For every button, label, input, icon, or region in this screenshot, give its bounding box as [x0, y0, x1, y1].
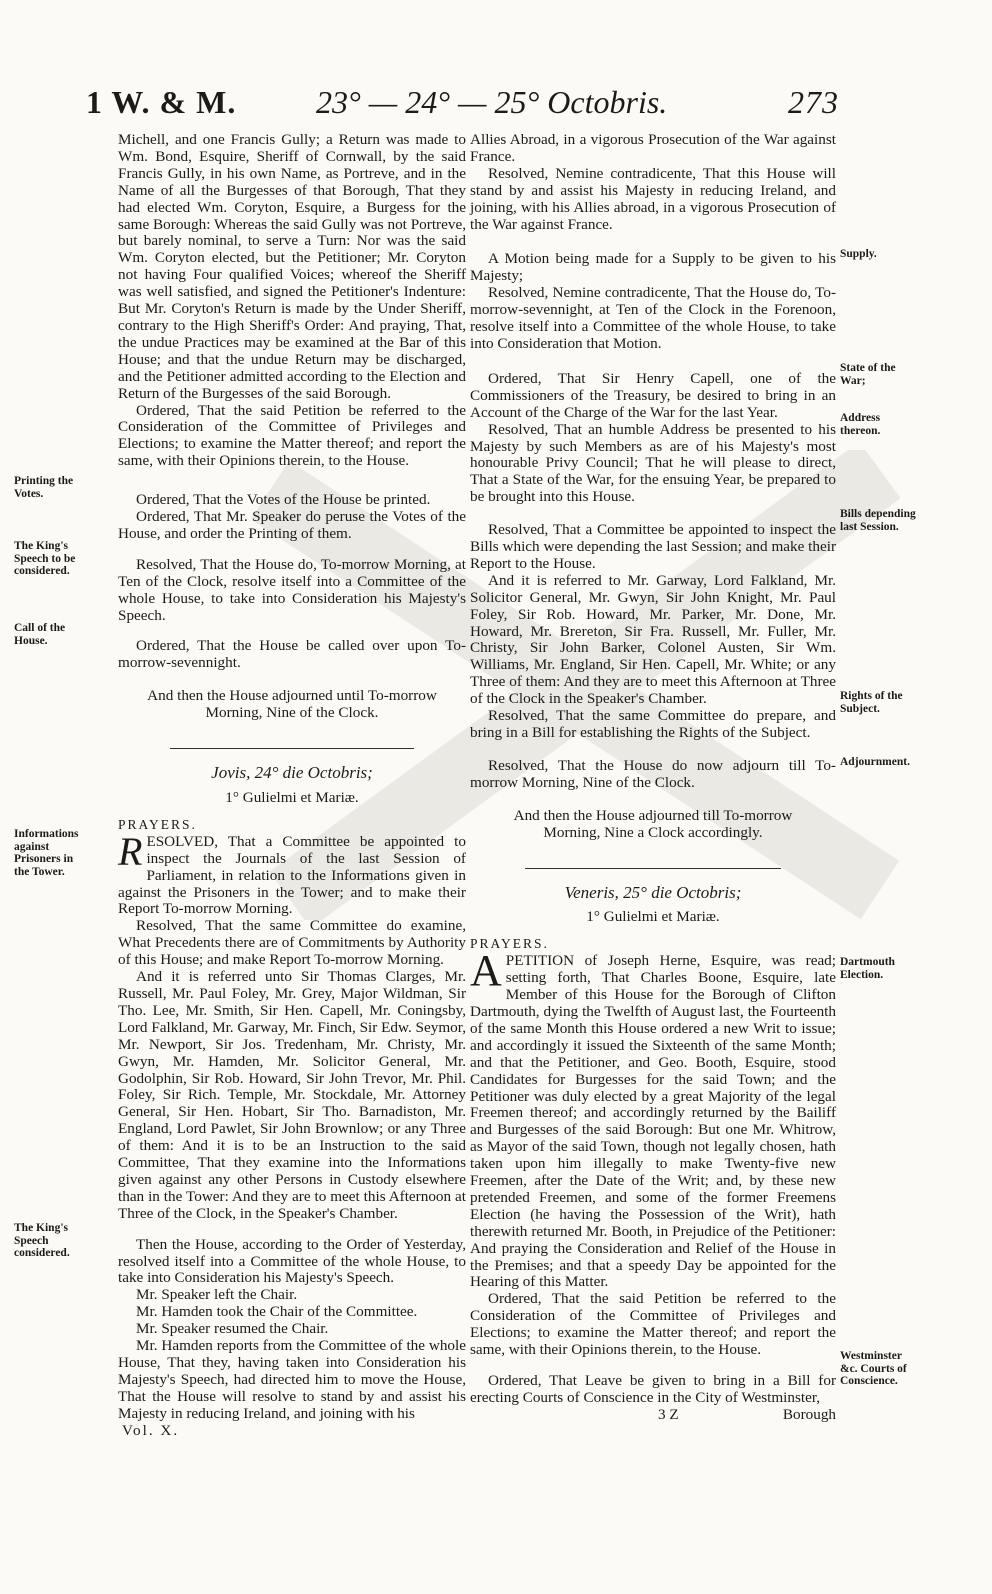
signature-line [470, 1407, 836, 1424]
paragraph: Then the House, according to the Order of Yesterday, resolved itself into a Committee of the whole House, to take into Consideration his Majesty's Speech. [118, 1235, 466, 1287]
paragraph: Ordered, That Mr. Speaker do peruse the Votes of the House, and order the Printing of them. [118, 508, 466, 542]
regnal-subheading: 1° Gulielmi et Mariæ. [586, 908, 720, 926]
margin-note-kings-speech-considered: The King's Speech considered. [14, 1222, 70, 1259]
header-dates: 23° — 24° — 25° Octobris. [316, 84, 668, 120]
paragraph: Resolved, That the same Committee do examine, What Precedents there are of Commitments by Authority of this House; and make Report To-morrow Morning. [118, 917, 466, 969]
margin-note-call-house: Call of the House. [14, 622, 66, 647]
paragraph: And it is referred unto Sir Thomas Clarges, Mr. Russell, Mr. Paul Foley, Mr. Grey, Major Wildman, Sir Tho. Lee, Mr. Smith, Sir Hen. Capell, Mr. Coningsby, Lord Falkland, Mr. Garway, Mr. Finch, Sir Edw. Seymor, Mr. Newport, Sir Jos. Tredenham, Mr. Christy, Mr. Gwyn, Mr. Hamden, Mr. Solicitor General, Mr. Godolphin, Sir Rob. Howard, Sir John Trevor, Mr. Phil. Foley, Sir Rich. Temple, Mr. Stockdale, Mr. Attorney General, Sir Hen. Hobart, Sir Tho. Barnadiston, Mr. England, Lord Pawlet, Sir John Brownlow; or any Three of them: And it is to be an Instruction to the said Committee, That they examine into the Informations given against any other Persons in Custody elsewhere than in the Tower: And they are to meet this Afternoon at Three of the Clock, in the Speaker's Chamber. [118, 968, 466, 1222]
paragraph: And it is referred to Mr. Garway, Lord Falkland, Mr. Solicitor General, Mr. Gwyn, Sir John Knight, Mr. Paul Foley, Sir Rob. Howard, Mr. Parker, Mr. Done, Mr. Howard, Mr. Brereton, Sir Fra. Russell, Mr. Fuller, Mr. Christy, Sir John Barker, Colonel Austen, Sir Wm. Williams, Mr. England, Sir Hen. Capell, Mr. White; or any Three of them: And they are to meet this Afternoon at Three of the Clock in the Speaker's Chamber. [470, 571, 836, 708]
page-number: 273 [788, 84, 839, 120]
margin-note-state-war: State of the War; [840, 362, 896, 387]
paragraph: Ordered, That the said Petition be referred to the Consideration of the Committee of Privileges and Elections; to examine the Matter thereof; and report the same, with their Opinions therein, to the House. [470, 1290, 836, 1359]
margin-note-supply: Supply. [840, 248, 877, 260]
margin-note-dartmouth: Dartmouth Election. [840, 956, 895, 981]
left-column [118, 132, 466, 1440]
paragraph: Mr. Hamden took the Chair of the Committee. [136, 1303, 418, 1321]
margin-note-adjournment: Adjournment. [840, 756, 910, 768]
gathering-signature: 3 Z [658, 1405, 679, 1423]
prayers-label: PRAYERS. [118, 816, 197, 832]
paragraph: Resolved, Nemine contradicente, That the House do, To-morrow-sevennight, at Ten of the Clock in the Forenoon, resolve itself into a Committee of the whole House, to take into Consideration that Motion. [470, 284, 836, 352]
margin-note-bills: Bills depending last Session. [840, 508, 916, 533]
margin-note-printing-votes: Printing the Votes. [14, 475, 74, 500]
paragraph: Ordered, That Sir Henry Capell, one of the Commissioners of the Treasury, be desired to bring in an Account of the Charge of the War for the last Year. [470, 369, 836, 421]
paragraph: A Motion being made for a Supply to be given to his Majesty; [470, 250, 836, 285]
paragraph: Resolved, That the House do now adjourn till To-morrow Morning, Nine of the Clock. [470, 756, 836, 791]
volume-signature: Vol. X. [122, 1421, 180, 1439]
paragraph: Resolved, That an humble Address be presented to his Majesty by such Members as are of his Majesty's most honourable Privy Council; That he will please to direct, That a State of the War, for the ensuing Year, be prepared to be brought into this House. [470, 420, 836, 506]
paragraph: RESOLVED, That a Committee be appointed to inspect the Journals of the last Session of Parliament, in relation to the Informations given in against the Prisoners in the Tower; and to make their Report To-morrow Morning. [118, 828, 466, 918]
prayers-label: PRAYERS. [470, 936, 549, 952]
paragraph: Resolved, Nemine contradicente, That this House will stand by and assist his Majesty in reducing Ireland, and joining, with his Allies abroad, in a vigorous Prosecution of the War against France. [470, 164, 836, 233]
regnal-subheading: 1° Gulielmi et Mariæ. [225, 789, 359, 806]
paragraph: Mr. Speaker left the Chair. [136, 1286, 298, 1304]
paragraph: Ordered, That the said Petition be referred to the Consideration of the Committee of Privileges and Elections; to examine the Matter thereof; and report the same, with their Opinions therein, to the House. [118, 401, 466, 470]
paragraph: Ordered, That Leave be given to bring in a Bill for erecting Courts of Conscience in the City of Westminster, [470, 1372, 836, 1406]
catchword: Borough [782, 1405, 836, 1423]
adjournment-note: And then the House adjourned until To-morrow Morning, Nine of the Clock. [147, 687, 437, 722]
paragraph: Michell, and one Francis Gully; a Return was made to Wm. Bond, Esquire, Sheriff of Cornwall, by the said Francis Gully, in his own Name, as Portreve, and in the Name of all the Burgesses of that Borough, That they had elected Wm. Coryton, Esquire, a Burgess for the same Borough: Whereas the said Gully was not Portreve, but barely nominal, to serve a Turn: Nor was the said Wm. Coryton elected, but the Petitioner; Mr. Coryton not having Four qualified Voices; whereof the Sheriff was well satisfied, and signed the Petitioner's Indenture: But Mr. Coryton's Return is made by the Under Sheriff, contrary to the High Sheriff's Order: And praying, That, the undue Practices may be examined at the Bar of this House; and that the undue Return may be discharged, and the Petitioner admitted according to the Election and Return of the Burgesses of the said Borough. [118, 131, 466, 402]
margin-note-rights: Rights of the Subject. [840, 690, 903, 715]
drop-cap: A [470, 946, 502, 996]
margin-note-address: Address thereon. [840, 412, 881, 437]
day-heading: Veneris, 25° die Octobris; [564, 882, 742, 902]
paragraph: Resolved, That the House do, To-morrow Morning, at Ten of the Clock, resolve itself into a Committee of the whole House, to take into Consideration his Majesty's Speech. [118, 555, 466, 624]
section-rule [170, 748, 414, 749]
paragraph: Resolved, That a Committee be appointed to inspect the Bills which were depending the last Session; and make their Report to the House. [470, 521, 836, 572]
paragraph: Allies Abroad, in a vigorous Prosecution of the War against France. [470, 131, 836, 165]
adjournment-note: And then the House adjourned till To-morrow Morning, Nine a Clock accordingly. [513, 806, 793, 841]
paragraph: Mr. Speaker resumed the Chair. [136, 1320, 329, 1338]
paragraph: APETITION of Joseph Herne, Esquire, was read; setting forth, That Charles Boone, Esquire, late Member of this House for the Borough of Clifton Dartmouth, dying the Twelfth of August last, the Fourteenth of the same Month this House ordered a new Writ to issue; and accordingly it issued the Sixteenth of the same Month; and that the Petitioner, and Geo. Booth, Esquire, stood Candidates for Burgesses for the said Town; and the Petitioner was duly elected by a great Majority of the legal Freemen thereof; and accordingly returned by the Bailiff and Burgesses of the said Borough: But one Mr. Whitrow, as Mayor of the said Town, though not legally chosen, hath taken upon him illegally to make Twenty-five new Freemen, after the Date of the Writ; and, by these new pretended Freemen, and some of the former Freemens Election (he having the Possession of the Writ), hath therewith returned Mr. Booth, in Prejudice of the Petitioner: And praying the Consideration and Relief of the House in the Premises; and that a speedy Day be appointed for the Hearing of this Matter. [470, 946, 836, 1291]
margin-note-kings-speech: The King's Speech to be considered. [14, 540, 76, 577]
margin-note-westminster: Westminster &c. Courts of Conscience. [840, 1350, 907, 1387]
margin-note-informations: Informations against Prisoners in the Tower. [14, 828, 79, 878]
paragraph: Ordered, That the House be called over upon To-morrow-sevennight. [118, 637, 466, 672]
drop-cap: R [118, 828, 143, 874]
paragraph: Mr. Hamden reports from the Committee of the whole House, That they, having taken into Consideration his Majesty's Speech, had directed him to move the House, That the House will resolve to stand by and assist his Majesty in reducing Ireland, and joining with his [118, 1337, 466, 1422]
header-regnal-year: 1 W. & M. [86, 84, 237, 120]
paragraph: Resolved, That the same Committee do prepare, and bring in a Bill for establishing the Rights of the Subject. [470, 707, 836, 741]
right-column [470, 132, 836, 1424]
section-rule [525, 868, 781, 869]
day-heading: Jovis, 24° die Octobris; [211, 763, 373, 783]
paragraph: Ordered, That the Votes of the House be printed. [136, 491, 431, 509]
